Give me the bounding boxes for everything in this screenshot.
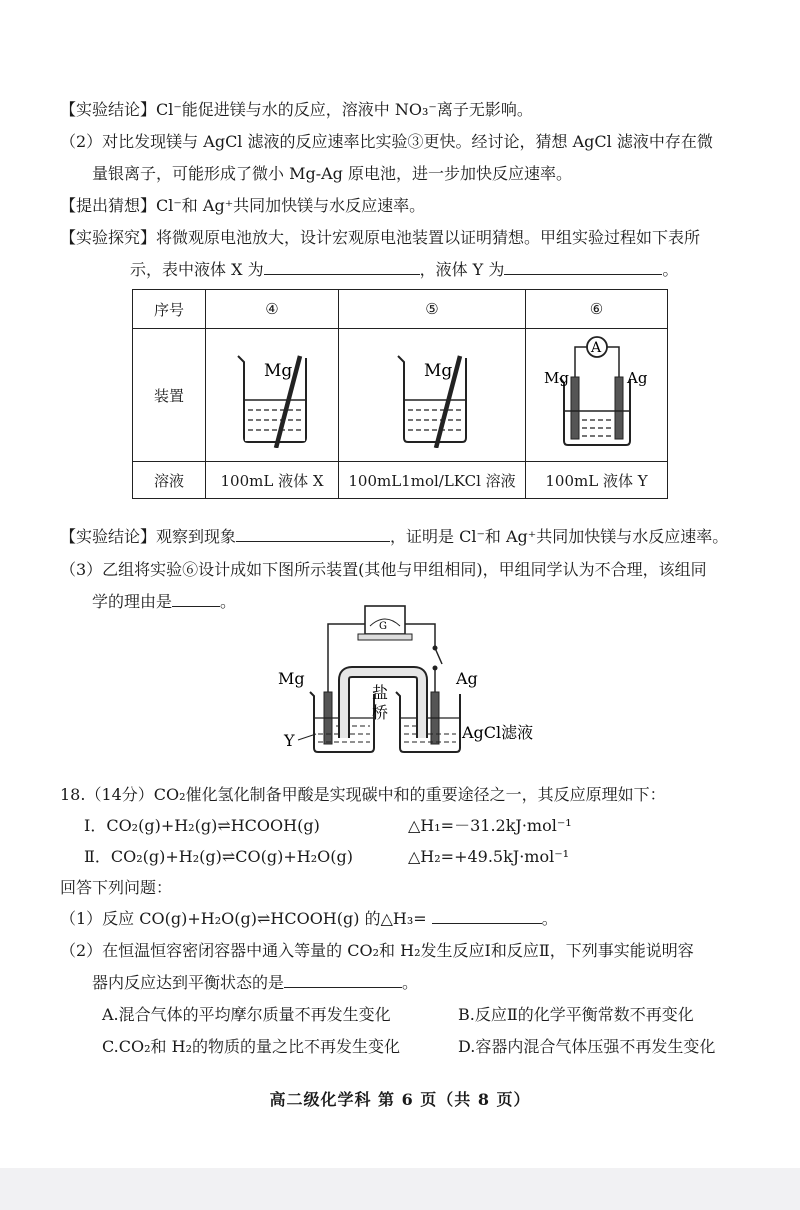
answer-blank-x[interactable] <box>264 260 420 275</box>
table-header-cell: 序号 <box>133 290 206 329</box>
question-18-2: （2）在恒温恒容密闭容器中通入等量的 CO₂和 H₂发生反应Ⅰ和反应Ⅱ，下列事实能说明容 <box>60 941 694 960</box>
question-3-line: （3）乙组将实验⑥设计成如下图所示装置(其他与甲组相同)，甲组同学认为不合理，该组同 <box>60 560 707 579</box>
option-c[interactable]: C.CO₂和 H₂的物质的量之比不再发生变化 <box>102 1037 400 1056</box>
answer-blank-phenomenon[interactable] <box>236 527 390 542</box>
salt-bridge-label-2: 桥 <box>372 703 389 722</box>
beaker-mg-diagram <box>222 338 322 448</box>
mg-label: Mg <box>424 361 453 381</box>
table-cell: 100mL 液体 X <box>206 462 339 499</box>
table-cell: 100mL 液体 Y <box>526 462 668 499</box>
y-label: Y <box>284 731 295 750</box>
conclusion-2-text: 【实验结论】观察到现象 <box>60 527 237 546</box>
table-row-label: 装置 <box>133 329 206 462</box>
answer-blank-equilibrium[interactable] <box>284 973 402 988</box>
galvanic-cell-diagram <box>542 333 652 453</box>
explore-cont <box>130 259 800 281</box>
answer-blank-dh3[interactable] <box>432 909 542 924</box>
table-cell: 溶液 <box>133 462 206 499</box>
page-footer: 高二级化学科 第 6 页（共 8 页） <box>269 1090 531 1109</box>
answer-blank-y[interactable] <box>504 260 662 275</box>
table-header-cell: ⑥ <box>526 290 668 329</box>
hypothesis-line: 【提出猜想】Cl⁻和 Ag⁺共同加快镁与水反应速率。 <box>60 196 426 215</box>
ag-label: Ag <box>626 369 647 387</box>
reaction-2-enthalpy: △H₂=+49.5kJ·mol⁻¹ <box>408 847 570 866</box>
question-18-1-text: （1）反应 CO(g)+H₂O(g)⇌HCOOH(g) 的△H₃= <box>60 909 427 928</box>
explore-text-x: 示，表中液体 X 为 <box>130 260 264 279</box>
mg-label: Mg <box>278 669 305 688</box>
salt-bridge-label-1: 盐 <box>372 683 389 702</box>
ag-label: Ag <box>456 669 478 688</box>
question-2-line: （2）对比发现镁与 AgCl 滤液的反应速率比实验③更快。经讨论，猜想 AgCl 滤液中存在微 <box>60 132 713 151</box>
question-3-text-end: 。 <box>220 592 237 611</box>
conclusion-2-line <box>60 526 760 548</box>
galvanometer-label: G <box>379 621 387 632</box>
apparatus-4 <box>206 329 339 462</box>
question-18-2-text: 器内反应达到平衡状态的是 <box>92 973 285 992</box>
question-2-cont: 量银离子，可能形成了微小 Mg-Ag 原电池，进一步加快反应速率。 <box>92 164 573 183</box>
question-18-1 <box>60 908 760 930</box>
question-18-title: 18.（14分）CO₂催化氢化制备甲酸是实现碳中和的重要途径之一，其反应原理如下： <box>60 785 666 804</box>
mg-label: Mg <box>543 369 569 387</box>
conclusion-line: 【实验结论】Cl⁻能促进镁与水的反应，溶液中 NO₃⁻离子无影响。 <box>60 100 533 119</box>
reaction-1: Ⅰ．CO₂(g)+H₂(g)⇌HCOOH(g) <box>84 816 320 835</box>
instruction-line: 回答下列问题： <box>60 878 173 897</box>
question-3-text: 学的理由是 <box>92 592 173 611</box>
option-a[interactable]: A.混合气体的平均摩尔质量不再发生变化 <box>102 1005 391 1024</box>
conclusion-2-text-end: ，证明是 Cl⁻和 Ag⁺共同加快镁与水反应速率。 <box>390 527 729 546</box>
apparatus-6 <box>526 329 668 462</box>
ammeter-label: A <box>590 340 601 356</box>
reaction-2: Ⅱ．CO₂(g)+H₂(g)⇌CO(g)+H₂O(g) <box>84 847 353 866</box>
explore-text-y: ，液体 Y 为 <box>419 260 505 279</box>
question-18-1-end: 。 <box>541 909 558 928</box>
table-header-cell: ⑤ <box>339 290 526 329</box>
experiment-table <box>132 289 668 499</box>
question-18-2-cont <box>92 972 792 994</box>
agcl-label: AgCl滤液 <box>462 723 534 742</box>
table-cell: 100mL1mol/LKCl 溶液 <box>339 462 526 499</box>
table-header-cell: ④ <box>206 290 339 329</box>
option-b[interactable]: B.反应Ⅱ的化学平衡常数不再变化 <box>458 1005 694 1024</box>
bottom-strip <box>0 1168 800 1210</box>
answer-blank-reason[interactable] <box>172 592 220 607</box>
explore-text-end: 。 <box>662 260 679 279</box>
apparatus-5 <box>339 329 526 462</box>
salt-bridge-diagram <box>270 600 570 760</box>
option-d[interactable]: D.容器内混合气体压强不再发生变化 <box>458 1037 716 1056</box>
reaction-1-enthalpy: △H₁=－31.2kJ·mol⁻¹ <box>408 816 572 835</box>
beaker-mg-diagram <box>382 338 482 448</box>
mg-label: Mg <box>264 361 293 381</box>
question-18-2-end: 。 <box>402 973 419 992</box>
explore-line: 【实验探究】将微观原电池放大，设计宏观原电池装置以证明猜想。甲组实验过程如下表所 <box>60 228 701 247</box>
